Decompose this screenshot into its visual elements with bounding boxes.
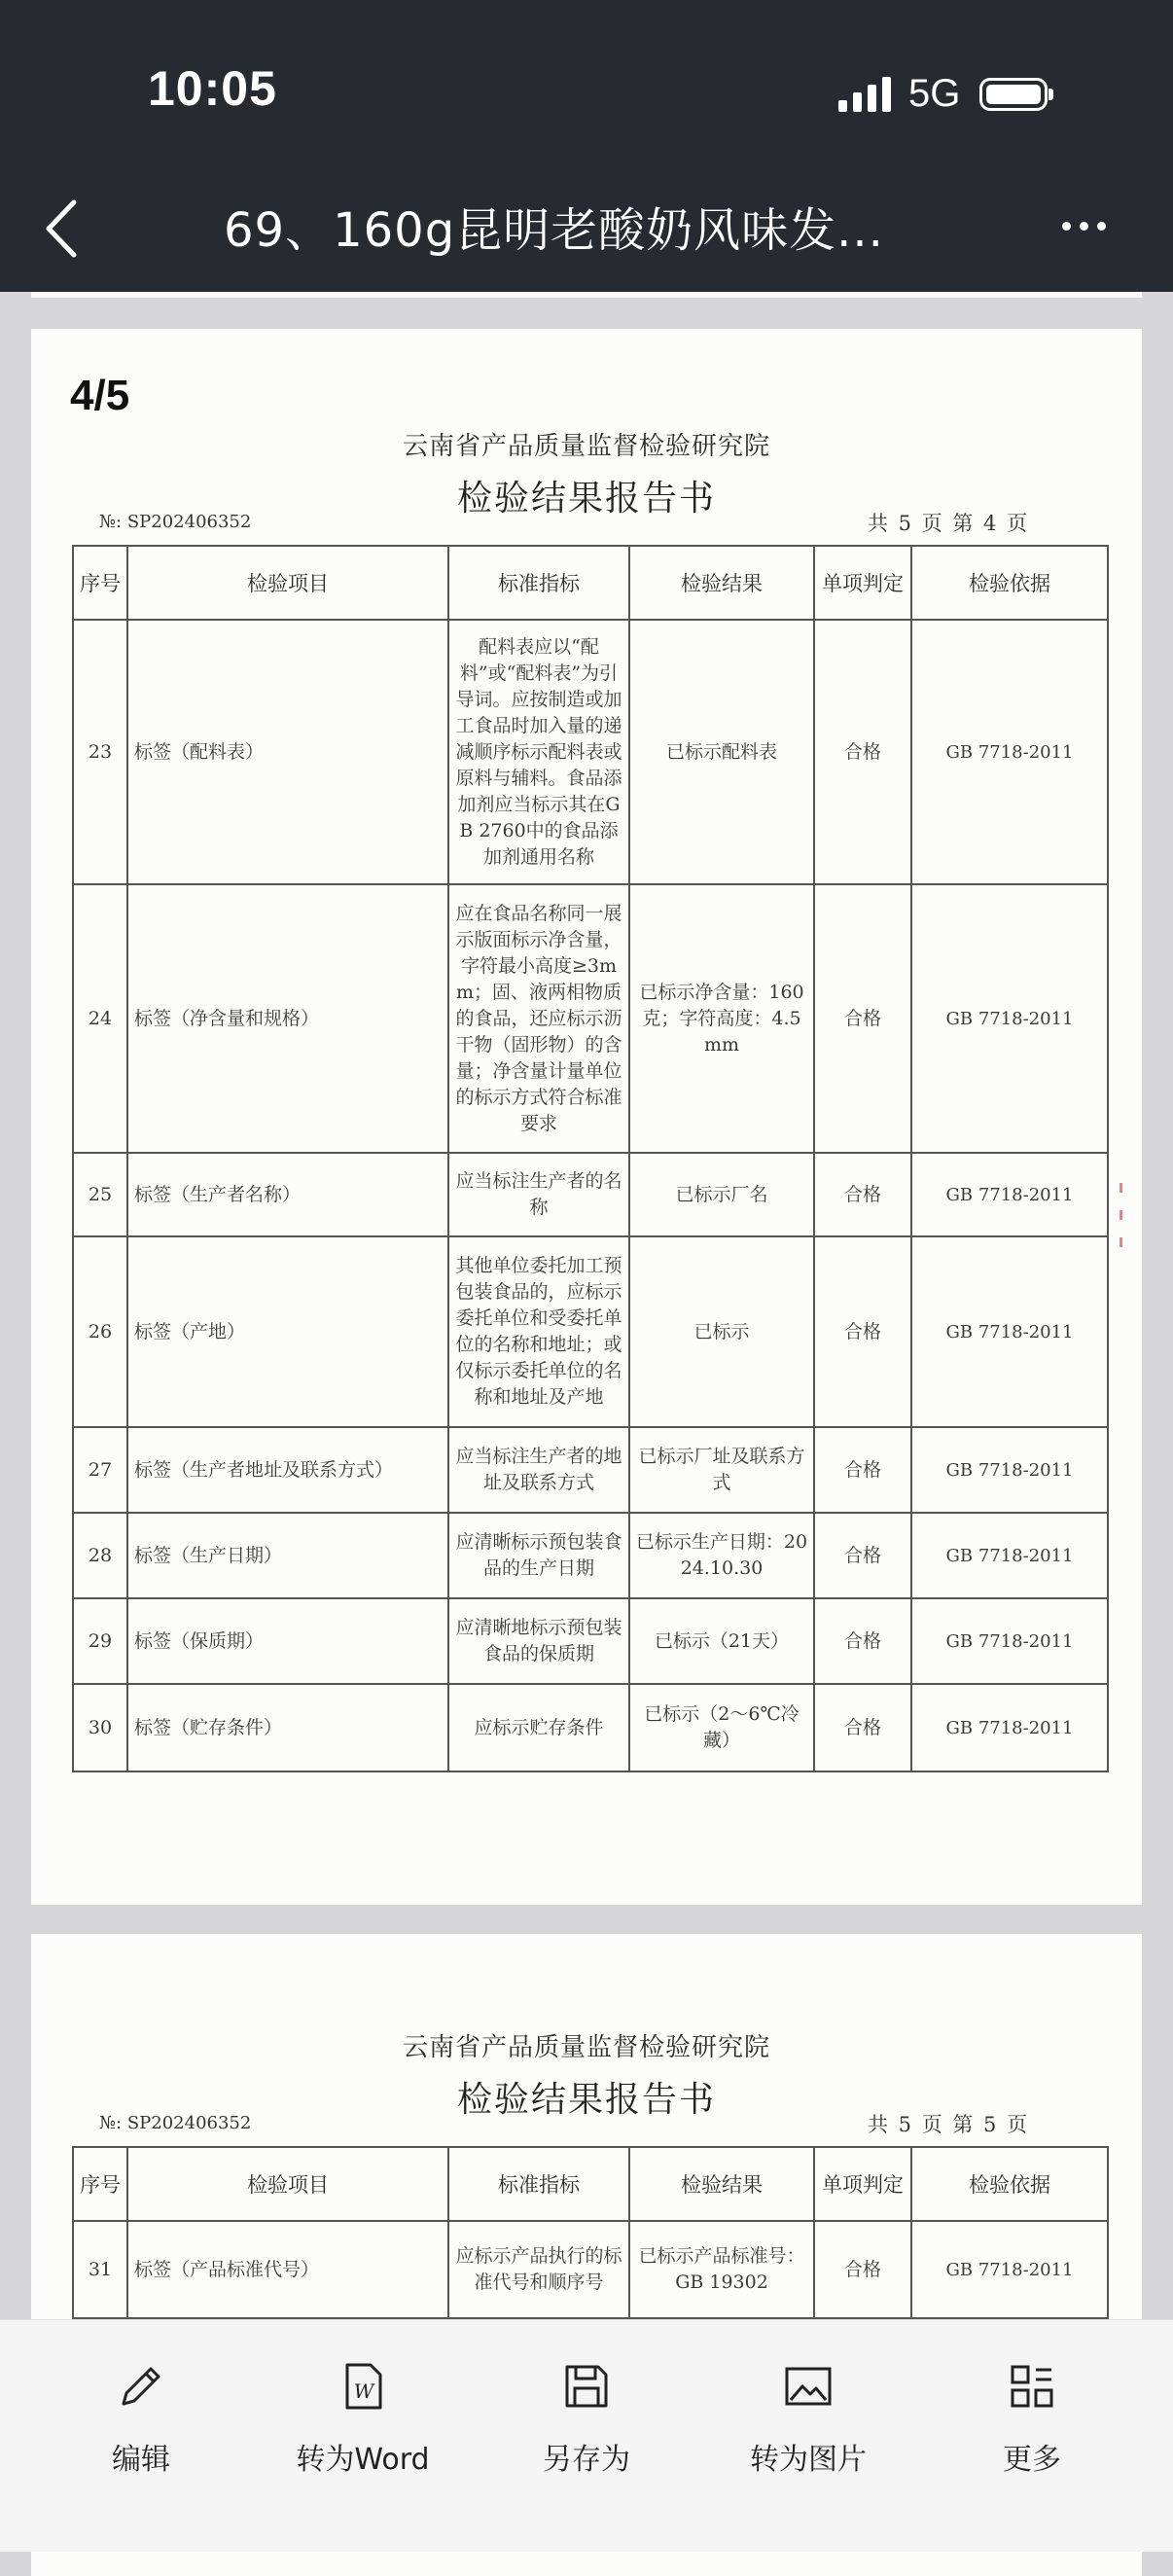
word-icon xyxy=(336,2359,390,2414)
header-cell: 序号 xyxy=(73,546,127,620)
inspection-basis: GB 7718-2011 xyxy=(911,1598,1108,1684)
table-row xyxy=(73,1513,1108,1598)
battery-icon xyxy=(979,78,1048,111)
standard-requirement: 应当标注生产者的地址及联系方式 xyxy=(448,1427,629,1513)
header-cell: 检验依据 xyxy=(911,546,1108,620)
toolbar-label: 更多 xyxy=(1003,2443,1061,2477)
inspection-item: 标签（贮存条件） xyxy=(127,1684,448,1771)
inspection-basis: GB 7718-2011 xyxy=(911,884,1108,1153)
document-page[interactable] xyxy=(31,329,1142,1905)
header-cell: 检验结果 xyxy=(629,546,814,620)
judgment: 合格 xyxy=(814,1153,911,1236)
top-bar xyxy=(0,0,1173,292)
inspection-result: 已标示厂名 xyxy=(629,1153,814,1236)
row-number: 26 xyxy=(73,1236,127,1427)
standard-requirement: 应在食品名称同一展示版面标示净含量，字符最小高度≥3mm；固、液两相物质的食品，还应标示沥干物（固形物）的含量；净含量计量单位的标示方式符合标准要求 xyxy=(448,884,629,1153)
standard-requirement: 应标示产品执行的标准代号和顺序号 xyxy=(448,2221,629,2318)
save-as-button[interactable] xyxy=(489,2359,684,2478)
more-options-button[interactable] xyxy=(1062,222,1106,231)
header-cell: 标准指标 xyxy=(448,546,629,620)
inspection-basis: GB 7718-2011 xyxy=(911,2221,1108,2318)
edit-button[interactable] xyxy=(44,2359,238,2478)
header-cell: 检验结果 xyxy=(629,2147,814,2221)
table-row xyxy=(73,1598,1108,1684)
judgment: 合格 xyxy=(814,620,911,884)
row-number: 25 xyxy=(73,1153,127,1236)
table-row xyxy=(73,1427,1108,1513)
header-cell: 检验项目 xyxy=(127,2147,448,2221)
save-icon xyxy=(559,2359,614,2414)
standard-requirement: 配料表应以“配料”或“配料表”为引导词。应按制造或加工食品时加入量的递减顺序标示配料表或原料与辅料。食品添加剂应当标示其在GB 2760中的食品添加剂通用名称 xyxy=(448,620,629,884)
page-indicator: 4/5 xyxy=(70,372,130,419)
standard-requirement: 其他单位委托加工预包装食品的，应标示委托单位和受委托单位的名称和地址；或仅标示委托单位的名称和地址及产地 xyxy=(448,1236,629,1427)
page-count: 共 5 页 第 4 页 xyxy=(868,512,1030,535)
inspection-result: 已标示净含量：160克；字符高度：4.5mm xyxy=(629,884,814,1153)
bottom-toolbar xyxy=(0,2319,1173,2552)
image-icon xyxy=(781,2359,835,2414)
report-number: №: SP202406352 xyxy=(99,2113,252,2133)
table-row xyxy=(73,620,1108,884)
results-table xyxy=(72,2146,1109,2319)
row-number: 27 xyxy=(73,1427,127,1513)
toolbar-label: 另存为 xyxy=(543,2443,630,2477)
convert-to-word-button[interactable] xyxy=(266,2359,460,2478)
row-number: 28 xyxy=(73,1513,127,1598)
svg-text:W: W xyxy=(353,2379,374,2403)
table-row xyxy=(73,1153,1108,1236)
table-header-row xyxy=(73,2147,1108,2221)
row-number: 23 xyxy=(73,620,127,884)
row-number: 30 xyxy=(73,1684,127,1771)
header-cell: 检验项目 xyxy=(127,546,448,620)
inspection-result: 已标示产品标准号：GB 19302 xyxy=(629,2221,814,2318)
header-cell: 单项判定 xyxy=(814,546,911,620)
institute-name: 云南省产品质量监督检验研究院 xyxy=(402,2033,770,2062)
standard-requirement: 应标示贮存条件 xyxy=(448,1684,629,1771)
inspection-basis: GB 7718-2011 xyxy=(911,1236,1108,1427)
inspection-result: 已标示（21天） xyxy=(629,1598,814,1684)
judgment: 合格 xyxy=(814,2221,911,2318)
status-icons xyxy=(838,72,1048,116)
table-row xyxy=(73,1684,1108,1771)
table-row xyxy=(73,1236,1108,1427)
inspection-result: 已标示 xyxy=(629,1236,814,1427)
dot-icon xyxy=(1062,222,1071,231)
table-row xyxy=(73,2221,1108,2318)
standard-requirement: 应清晰标示预包装食品的生产日期 xyxy=(448,1513,629,1598)
previous-page-edge xyxy=(31,292,1142,298)
report-title: 检验结果报告书 xyxy=(456,2080,716,2120)
inspection-item: 标签（保质期） xyxy=(127,1598,448,1684)
inspection-result: 已标示厂址及联系方式 xyxy=(629,1427,814,1513)
row-number: 24 xyxy=(73,884,127,1153)
toolbar-label: 转为Word xyxy=(296,2443,430,2477)
table-header-row xyxy=(73,546,1108,620)
dot-icon xyxy=(1097,222,1106,231)
inspection-basis: GB 7718-2011 xyxy=(911,620,1108,884)
inspection-item: 标签（产品标准代号） xyxy=(127,2221,448,2318)
dot-icon xyxy=(1080,222,1088,231)
page-count: 共 5 页 第 5 页 xyxy=(868,2113,1030,2136)
inspection-item: 标签（生产者名称） xyxy=(127,1153,448,1236)
more-button[interactable] xyxy=(935,2359,1129,2478)
inspection-item: 标签（生产日期） xyxy=(127,1513,448,1598)
header-cell: 序号 xyxy=(73,2147,127,2221)
status-time: 10:05 xyxy=(148,61,277,116)
header-cell: 单项判定 xyxy=(814,2147,911,2221)
inspection-basis: GB 7718-2011 xyxy=(911,1513,1108,1598)
inspection-result: 已标示（2～6℃冷藏） xyxy=(629,1684,814,1771)
row-number: 29 xyxy=(73,1598,127,1684)
pencil-icon xyxy=(114,2359,168,2414)
inspection-basis: GB 7718-2011 xyxy=(911,1427,1108,1513)
seal-edge-mark xyxy=(1111,1165,1130,1321)
chevron-left-icon xyxy=(39,195,88,263)
standard-requirement: 应当标注生产者的名称 xyxy=(448,1153,629,1236)
judgment: 合格 xyxy=(814,1427,911,1513)
toolbar-label: 编辑 xyxy=(112,2443,170,2477)
inspection-result: 已标示生产日期：2024.10.30 xyxy=(629,1513,814,1598)
results-table xyxy=(72,545,1109,1772)
judgment: 合格 xyxy=(814,1513,911,1598)
inspection-item: 标签（净含量和规格） xyxy=(127,884,448,1153)
inspection-item: 标签（产地） xyxy=(127,1236,448,1427)
row-number: 31 xyxy=(73,2221,127,2318)
judgment: 合格 xyxy=(814,1236,911,1427)
inspection-result: 已标示配料表 xyxy=(629,620,814,884)
inspection-basis: GB 7718-2011 xyxy=(911,1684,1108,1771)
signal-icon xyxy=(838,77,891,112)
inspection-item: 标签（生产者地址及联系方式） xyxy=(127,1427,448,1513)
table-row xyxy=(73,884,1108,1153)
report-number: №: SP202406352 xyxy=(99,512,252,532)
judgment: 合格 xyxy=(814,884,911,1153)
network-type: 5G xyxy=(908,72,961,115)
header-cell: 检验依据 xyxy=(911,2147,1108,2221)
grid-icon xyxy=(1005,2359,1059,2414)
inspection-item: 标签（配料表） xyxy=(127,620,448,884)
institute-name: 云南省产品质量监督检验研究院 xyxy=(402,432,770,461)
inspection-basis: GB 7718-2011 xyxy=(911,1153,1108,1236)
judgment: 合格 xyxy=(814,1684,911,1771)
header-cell: 标准指标 xyxy=(448,2147,629,2221)
report-title: 检验结果报告书 xyxy=(456,479,716,519)
standard-requirement: 应清晰地标示预包装食品的保质期 xyxy=(448,1598,629,1684)
convert-to-image-button[interactable] xyxy=(711,2359,906,2478)
judgment: 合格 xyxy=(814,1598,911,1684)
toolbar-label: 转为图片 xyxy=(750,2443,867,2477)
document-title: 69、160g昆明老酸奶风味发... xyxy=(224,203,884,258)
back-button[interactable] xyxy=(39,195,88,263)
